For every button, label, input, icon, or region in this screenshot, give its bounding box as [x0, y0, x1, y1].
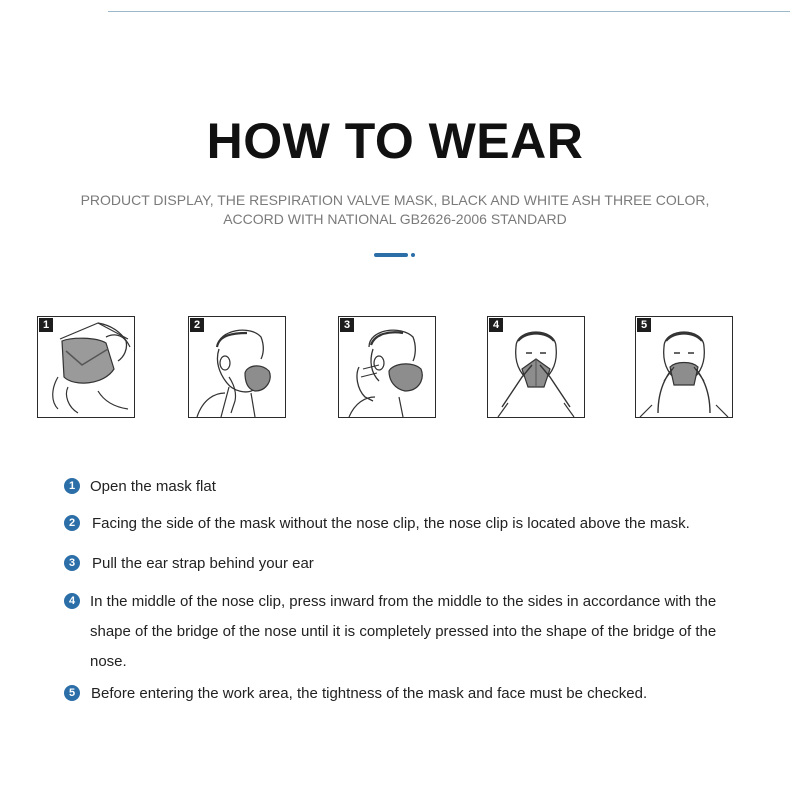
instruction-text: Open the mask flat — [90, 478, 216, 495]
step-number-badge: 3 — [64, 555, 80, 571]
instruction-step-3 — [64, 555, 774, 573]
accent-dot — [411, 253, 415, 257]
step-number-badge: 2 — [64, 515, 80, 531]
step-illustration-4 — [487, 316, 585, 418]
instruction-step-5 — [64, 685, 774, 703]
illustration-number: 4 — [489, 318, 503, 332]
instruction-text: Facing the side of the mask without the nose clip, the nose clip is located above the mask. — [92, 515, 690, 532]
accent-bar — [374, 253, 408, 257]
instruction-text: Pull the ear strap behind your ear — [92, 555, 314, 572]
top-divider — [108, 11, 790, 12]
page-subtitle — [60, 191, 730, 229]
mask-open-flat-icon — [38, 317, 134, 417]
press-nose-clip-icon — [488, 317, 584, 417]
illustration-number: 1 — [39, 318, 53, 332]
step-number-badge: 4 — [64, 593, 80, 609]
step-illustration-1 — [37, 316, 135, 418]
illustration-number: 2 — [190, 318, 204, 332]
instruction-step-2 — [64, 515, 774, 533]
subtitle-line-1: PRODUCT DISPLAY, THE RESPIRATION VALVE MASK, BLACK AND WHITE ASH THREE COLOR, — [80, 192, 710, 208]
illustration-number: 5 — [637, 318, 651, 332]
step-number-badge: 1 — [64, 478, 80, 494]
instruction-text: In the middle of the nose clip, press inward from the middle to the sides in accordance with the shape of the bridge of the nose until it is completely pressed into the shape of the bridge of the nose. — [90, 593, 717, 670]
step-illustration-2 — [188, 316, 286, 418]
accent-divider — [374, 252, 418, 258]
step-illustration-3 — [338, 316, 436, 418]
instruction-step-4 — [64, 593, 750, 677]
ear-strap-behind-ear-icon — [339, 317, 435, 417]
instruction-text: Before entering the work area, the tightness of the mask and face must be checked. — [91, 685, 648, 702]
step-illustration-5 — [635, 316, 733, 418]
mask-nose-clip-above-icon — [189, 317, 285, 417]
step-number-badge: 5 — [64, 685, 80, 701]
subtitle-line-2: ACCORD WITH NATIONAL GB2626-2006 STANDARD — [223, 211, 567, 227]
page-title: HOW TO WEAR — [206, 113, 584, 169]
check-mask-seal-icon — [636, 317, 732, 417]
instruction-step-1 — [64, 478, 774, 496]
illustration-number: 3 — [340, 318, 354, 332]
